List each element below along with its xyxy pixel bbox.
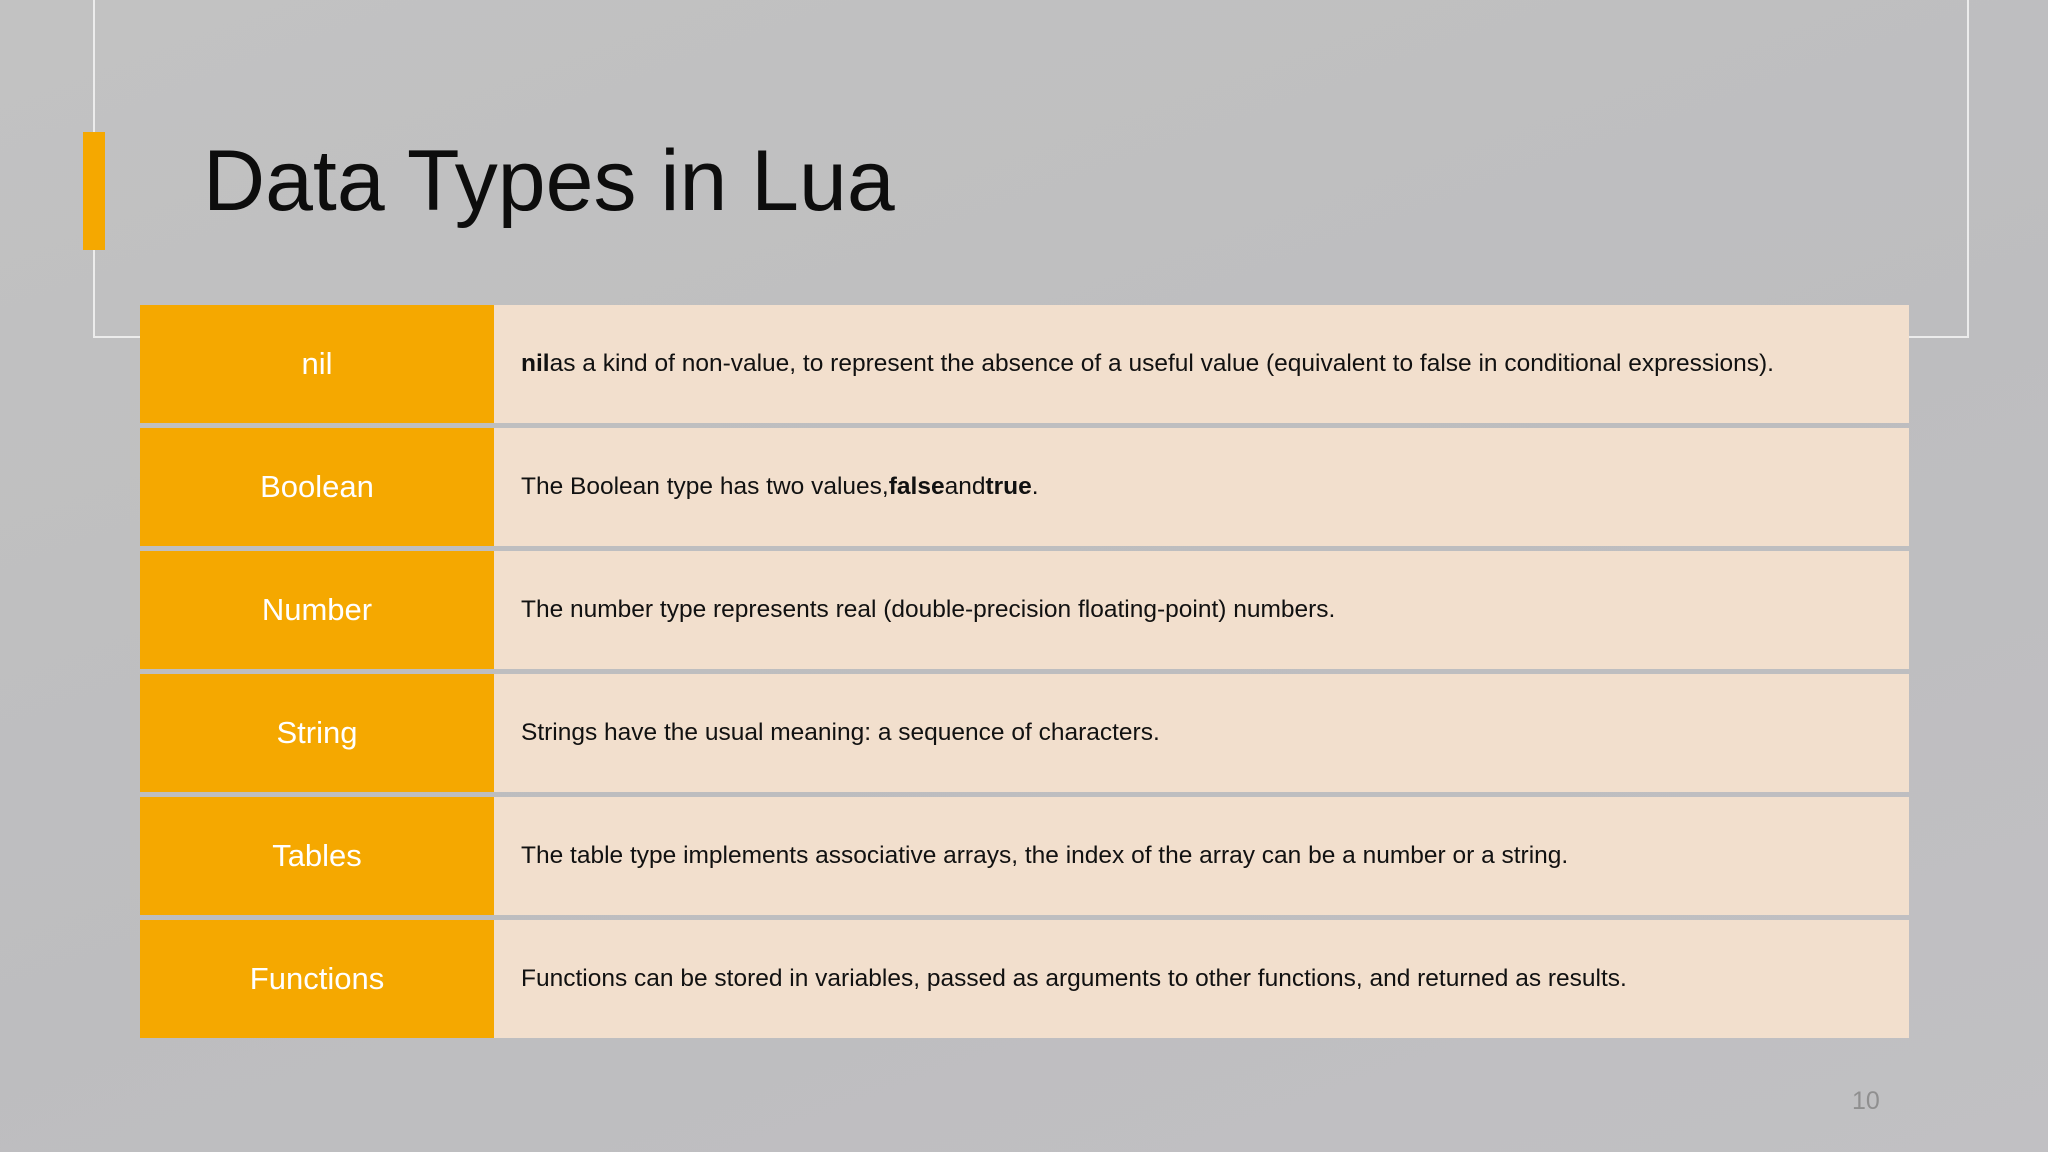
table-row <box>140 797 1909 915</box>
data-types-table <box>140 305 1909 1038</box>
type-description-cell <box>494 428 1909 546</box>
table-row <box>140 428 1909 546</box>
type-name-cell: Number <box>140 551 494 669</box>
description-bold-text: false <box>888 473 945 500</box>
table-row <box>140 674 1909 792</box>
slide-title: Data Types in Lua <box>203 133 895 229</box>
description-text: Strings have the usual meaning: a sequence of characters. <box>521 719 1160 746</box>
type-description-cell <box>494 305 1909 423</box>
type-name-cell: String <box>140 674 494 792</box>
type-name-cell: Functions <box>140 920 494 1038</box>
table-row <box>140 920 1909 1038</box>
type-description-cell <box>494 920 1909 1038</box>
description-bold-text: nil <box>521 350 550 377</box>
type-name-cell: Boolean <box>140 428 494 546</box>
description-text: . <box>1031 473 1039 500</box>
page-number: 10 <box>1852 1087 1880 1115</box>
table-row <box>140 305 1909 423</box>
description-text: The Boolean type has two values, <box>521 473 889 500</box>
type-name-cell: Tables <box>140 797 494 915</box>
table-row <box>140 551 1909 669</box>
description-text: and <box>944 473 986 500</box>
type-name-cell: nil <box>140 305 494 423</box>
description-bold-text: true <box>985 473 1032 500</box>
accent-bar <box>83 132 105 250</box>
type-description-cell <box>494 551 1909 669</box>
type-description-cell <box>494 674 1909 792</box>
description-text: Functions can be stored in variables, passed as arguments to other functions, and returned as results. <box>521 965 1627 992</box>
description-text: as a kind of non-value, to represent the absence of a useful value (equivalent to false in conditional expressions). <box>549 350 1774 377</box>
description-text: The table type implements associative arrays, the index of the array can be a number or a string. <box>521 842 1569 869</box>
type-description-cell <box>494 797 1909 915</box>
description-text: The number type represents real (double-precision floating-point) numbers. <box>521 596 1336 623</box>
